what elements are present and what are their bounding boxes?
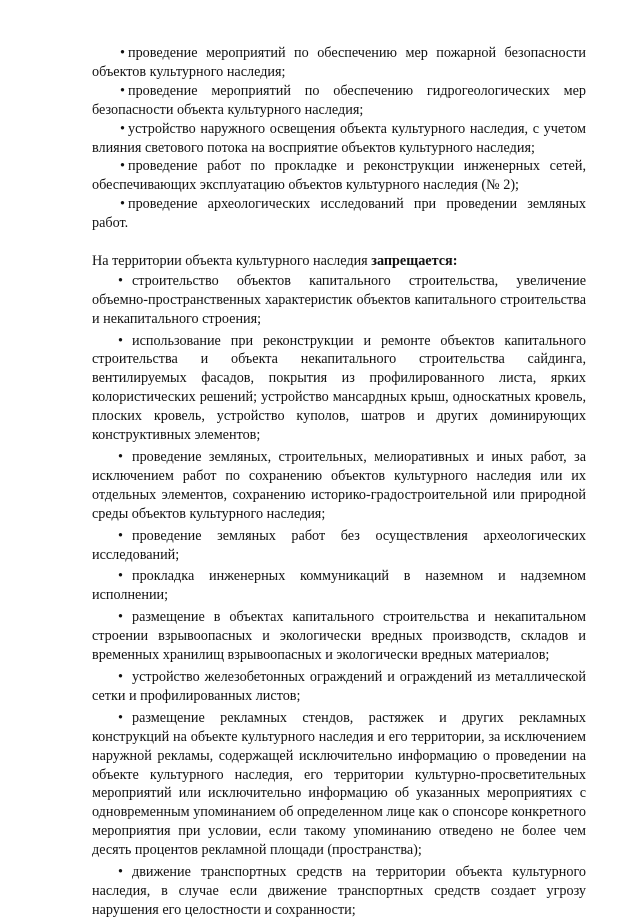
bullet-icon: • bbox=[118, 272, 123, 289]
prohibited-heading bbox=[92, 252, 586, 271]
list-item bbox=[92, 272, 586, 329]
list-item bbox=[92, 195, 586, 233]
bullet-icon: • bbox=[118, 449, 123, 466]
list-item bbox=[92, 709, 586, 860]
bullet-icon: • bbox=[118, 527, 123, 544]
bullet-icon: • bbox=[120, 82, 125, 99]
list-item-text: устройство наружного освещения объекта культурного наследия, с учетом влияния светового потока на восприятие объектов культурного наследия; bbox=[92, 120, 586, 156]
bullet-icon: • bbox=[120, 158, 125, 175]
bullet-icon: • bbox=[118, 668, 123, 685]
allowed-works-list bbox=[92, 44, 586, 233]
list-item-text: проведение мероприятий по обеспечению мер пожарной безопасности объектов культурного наследия; bbox=[92, 45, 586, 80]
prohibited-works-list bbox=[92, 272, 586, 920]
bullet-icon: • bbox=[118, 709, 123, 726]
list-item bbox=[92, 157, 586, 195]
bullet-icon: • bbox=[120, 196, 125, 213]
list-item-text: проведение земляных, строительных, мелиоративных и иных работ, за исключением работ по сохранению объектов культурного наследия или их отдельных элементов, сохранению историко-градостроительной или природной среды объектов культурного наследия; bbox=[92, 449, 586, 522]
list-item-text: размещение в объектах капитального строительства и некапитальном строении взрывоопасных и экологически вредных производств, складов и временных хранилищ взрывоопасных и экологически вредных материалов; bbox=[92, 609, 586, 664]
list-item-text: устройство железобетонных ограждений и ограждений из металлической сетки и профилированных листов; bbox=[92, 668, 586, 704]
list-item-text: прокладка инженерных коммуникаций в наземном и надземном исполнении; bbox=[92, 568, 586, 604]
list-item-text: проведение археологических исследований при проведении земляных работ. bbox=[92, 196, 586, 232]
bullet-icon: • bbox=[118, 568, 123, 585]
list-item-text: строительство объектов капитального строительства, увеличение объемно-пространственных характеристик объектов капитального строительства и некапитального строения; bbox=[92, 272, 586, 327]
bullet-icon: • bbox=[118, 609, 123, 626]
bullet-icon: • bbox=[118, 332, 123, 349]
list-item bbox=[92, 120, 586, 158]
prohibited-heading-bold: запрещается: bbox=[371, 252, 458, 269]
list-item-text: проведение работ по прокладке и реконструкции инженерных сетей, обеспечивающих эксплуатацию объектов культурного наследия (№ 2); bbox=[92, 158, 586, 194]
list-item bbox=[92, 668, 586, 706]
list-item bbox=[92, 527, 586, 565]
list-item-text: движение транспортных средств на территории объекта культурного наследия, в случае если движение транспортных средств создает угрозу нарушения его целостности и сохранности; bbox=[92, 864, 586, 918]
list-item-text: проведение мероприятий по обеспечению гидрогеологических мер безопасности объекта культурного наследия; bbox=[92, 82, 586, 118]
bullet-icon: • bbox=[120, 45, 125, 61]
list-item bbox=[92, 332, 586, 445]
list-item bbox=[92, 448, 586, 524]
list-item-text: размещение рекламных стендов, растяжек и других рекламных конструкций на объекте культурного наследия и его территории, за исключением наружной рекламы, содержащей исключительно информацию о проведении на объекте культурного наследия, его территории культурно-просветительных мероприятий или исключительно информацию об указанных мероприятиях с одновременным упоминанием об определенном лице как о спонсоре конкретного мероприятия при условии, если такому упоминанию отведено не более чем десять процентов рекламной площади (пространства); bbox=[92, 709, 587, 859]
list-item bbox=[92, 567, 586, 605]
prohibited-heading-text: На территории объекта культурного наследия bbox=[92, 252, 372, 269]
list-item-text: использование при реконструкции и ремонте объектов капитального строительства и объекта некапитального строительства сайдинга, вентилируемых фасадов, покрытия из профилированного листа, ярких колористических решений; устройство мансардных крыш, односкатных кровель, плоских кровель, устройство куполов, шатров и других доминирующих конструктивных элементов; bbox=[92, 332, 586, 444]
list-item bbox=[92, 82, 586, 120]
bullet-icon: • bbox=[118, 864, 123, 881]
list-item bbox=[92, 44, 586, 82]
bullet-icon: • bbox=[120, 120, 125, 137]
list-item-text: проведение земляных работ без осуществления археологических исследований; bbox=[92, 527, 586, 563]
list-item bbox=[92, 863, 586, 920]
list-item bbox=[92, 608, 586, 665]
